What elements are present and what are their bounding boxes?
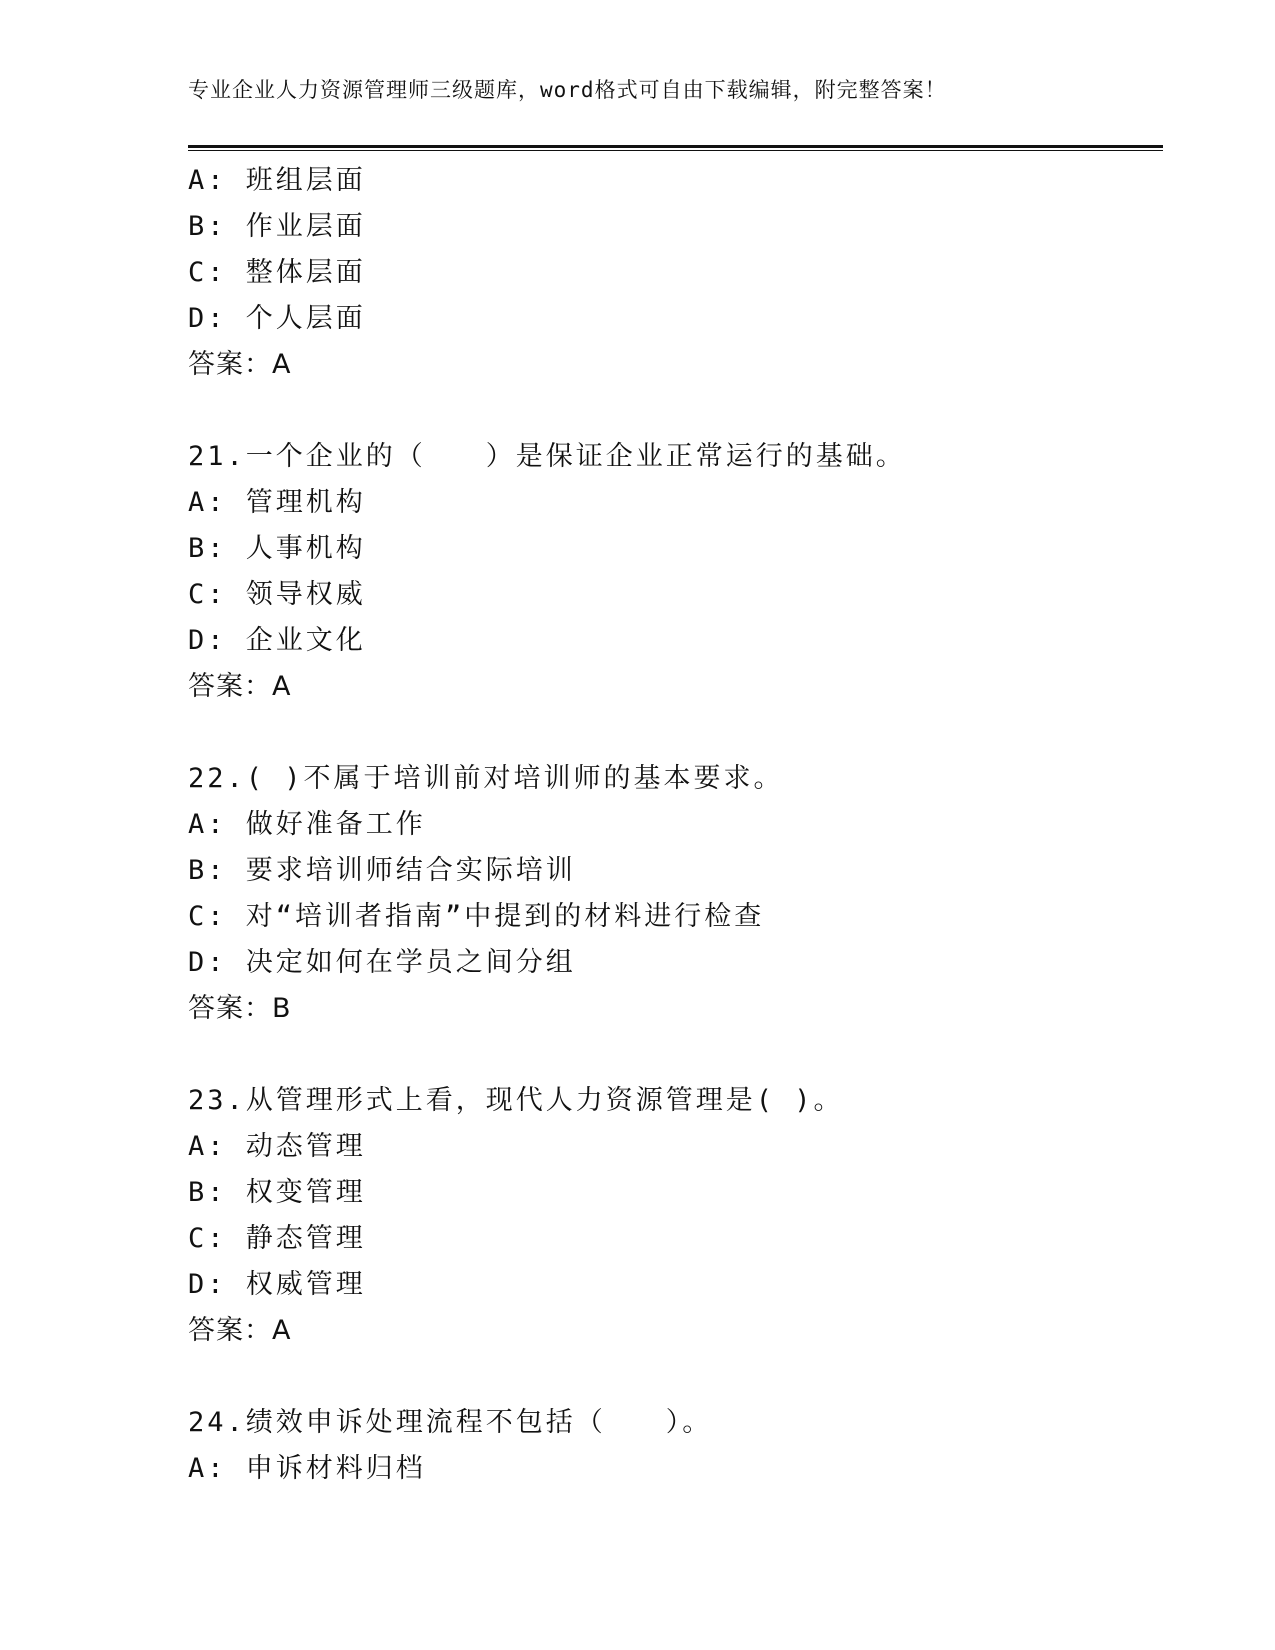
option-text: A: 申诉材料归档	[188, 1453, 426, 1484]
question-text: 21.一个企业的（ ）是保证企业正常运行的基础。	[188, 441, 906, 472]
block-spacer	[188, 1354, 1163, 1400]
question-block	[188, 1400, 1163, 1492]
answer-text: 答案：B	[188, 993, 292, 1024]
option-text: B: 作业层面	[188, 211, 366, 242]
option-text: D: 个人层面	[188, 303, 366, 334]
option-text: A: 做好准备工作	[188, 809, 426, 840]
answer-text: 答案：A	[188, 1315, 292, 1346]
header-rule	[188, 145, 1163, 151]
option-text: A: 班组层面	[188, 165, 366, 196]
answer-text: 答案：A	[188, 349, 292, 380]
option-text: B: 权变管理	[188, 1177, 366, 1208]
option-text: B: 要求培训师结合实际培训	[188, 855, 576, 886]
option-text: B: 人事机构	[188, 533, 366, 564]
option-text: C: 静态管理	[188, 1223, 366, 1254]
question-block	[188, 434, 1163, 710]
option-text: C: 对“培训者指南”中提到的材料进行检查	[188, 901, 765, 932]
option-text: D: 决定如何在学员之间分组	[188, 947, 576, 978]
option-text: D: 权威管理	[188, 1269, 366, 1300]
question-block	[188, 1078, 1163, 1354]
block-spacer	[188, 1032, 1163, 1078]
question-block	[188, 158, 1163, 388]
question-block	[188, 756, 1163, 1032]
option-text: C: 整体层面	[188, 257, 366, 288]
page-header: 专业企业人力资源管理师三级题库，word格式可自由下载编辑，附完整答案！	[188, 78, 947, 102]
option-text: A: 管理机构	[188, 487, 366, 518]
block-spacer	[188, 710, 1163, 756]
question-text: 24.绩效申诉处理流程不包括（ ）。	[188, 1407, 713, 1438]
answer-text: 答案：A	[188, 671, 292, 702]
option-text: C: 领导权威	[188, 579, 366, 610]
block-spacer	[188, 388, 1163, 434]
question-text: 22.( )不属于培训前对培训师的基本要求。	[188, 763, 784, 794]
question-list	[188, 158, 1163, 1492]
option-text: A: 动态管理	[188, 1131, 366, 1162]
question-text: 23.从管理形式上看，现代人力资源管理是( )。	[188, 1085, 844, 1116]
option-text: D: 企业文化	[188, 625, 366, 656]
